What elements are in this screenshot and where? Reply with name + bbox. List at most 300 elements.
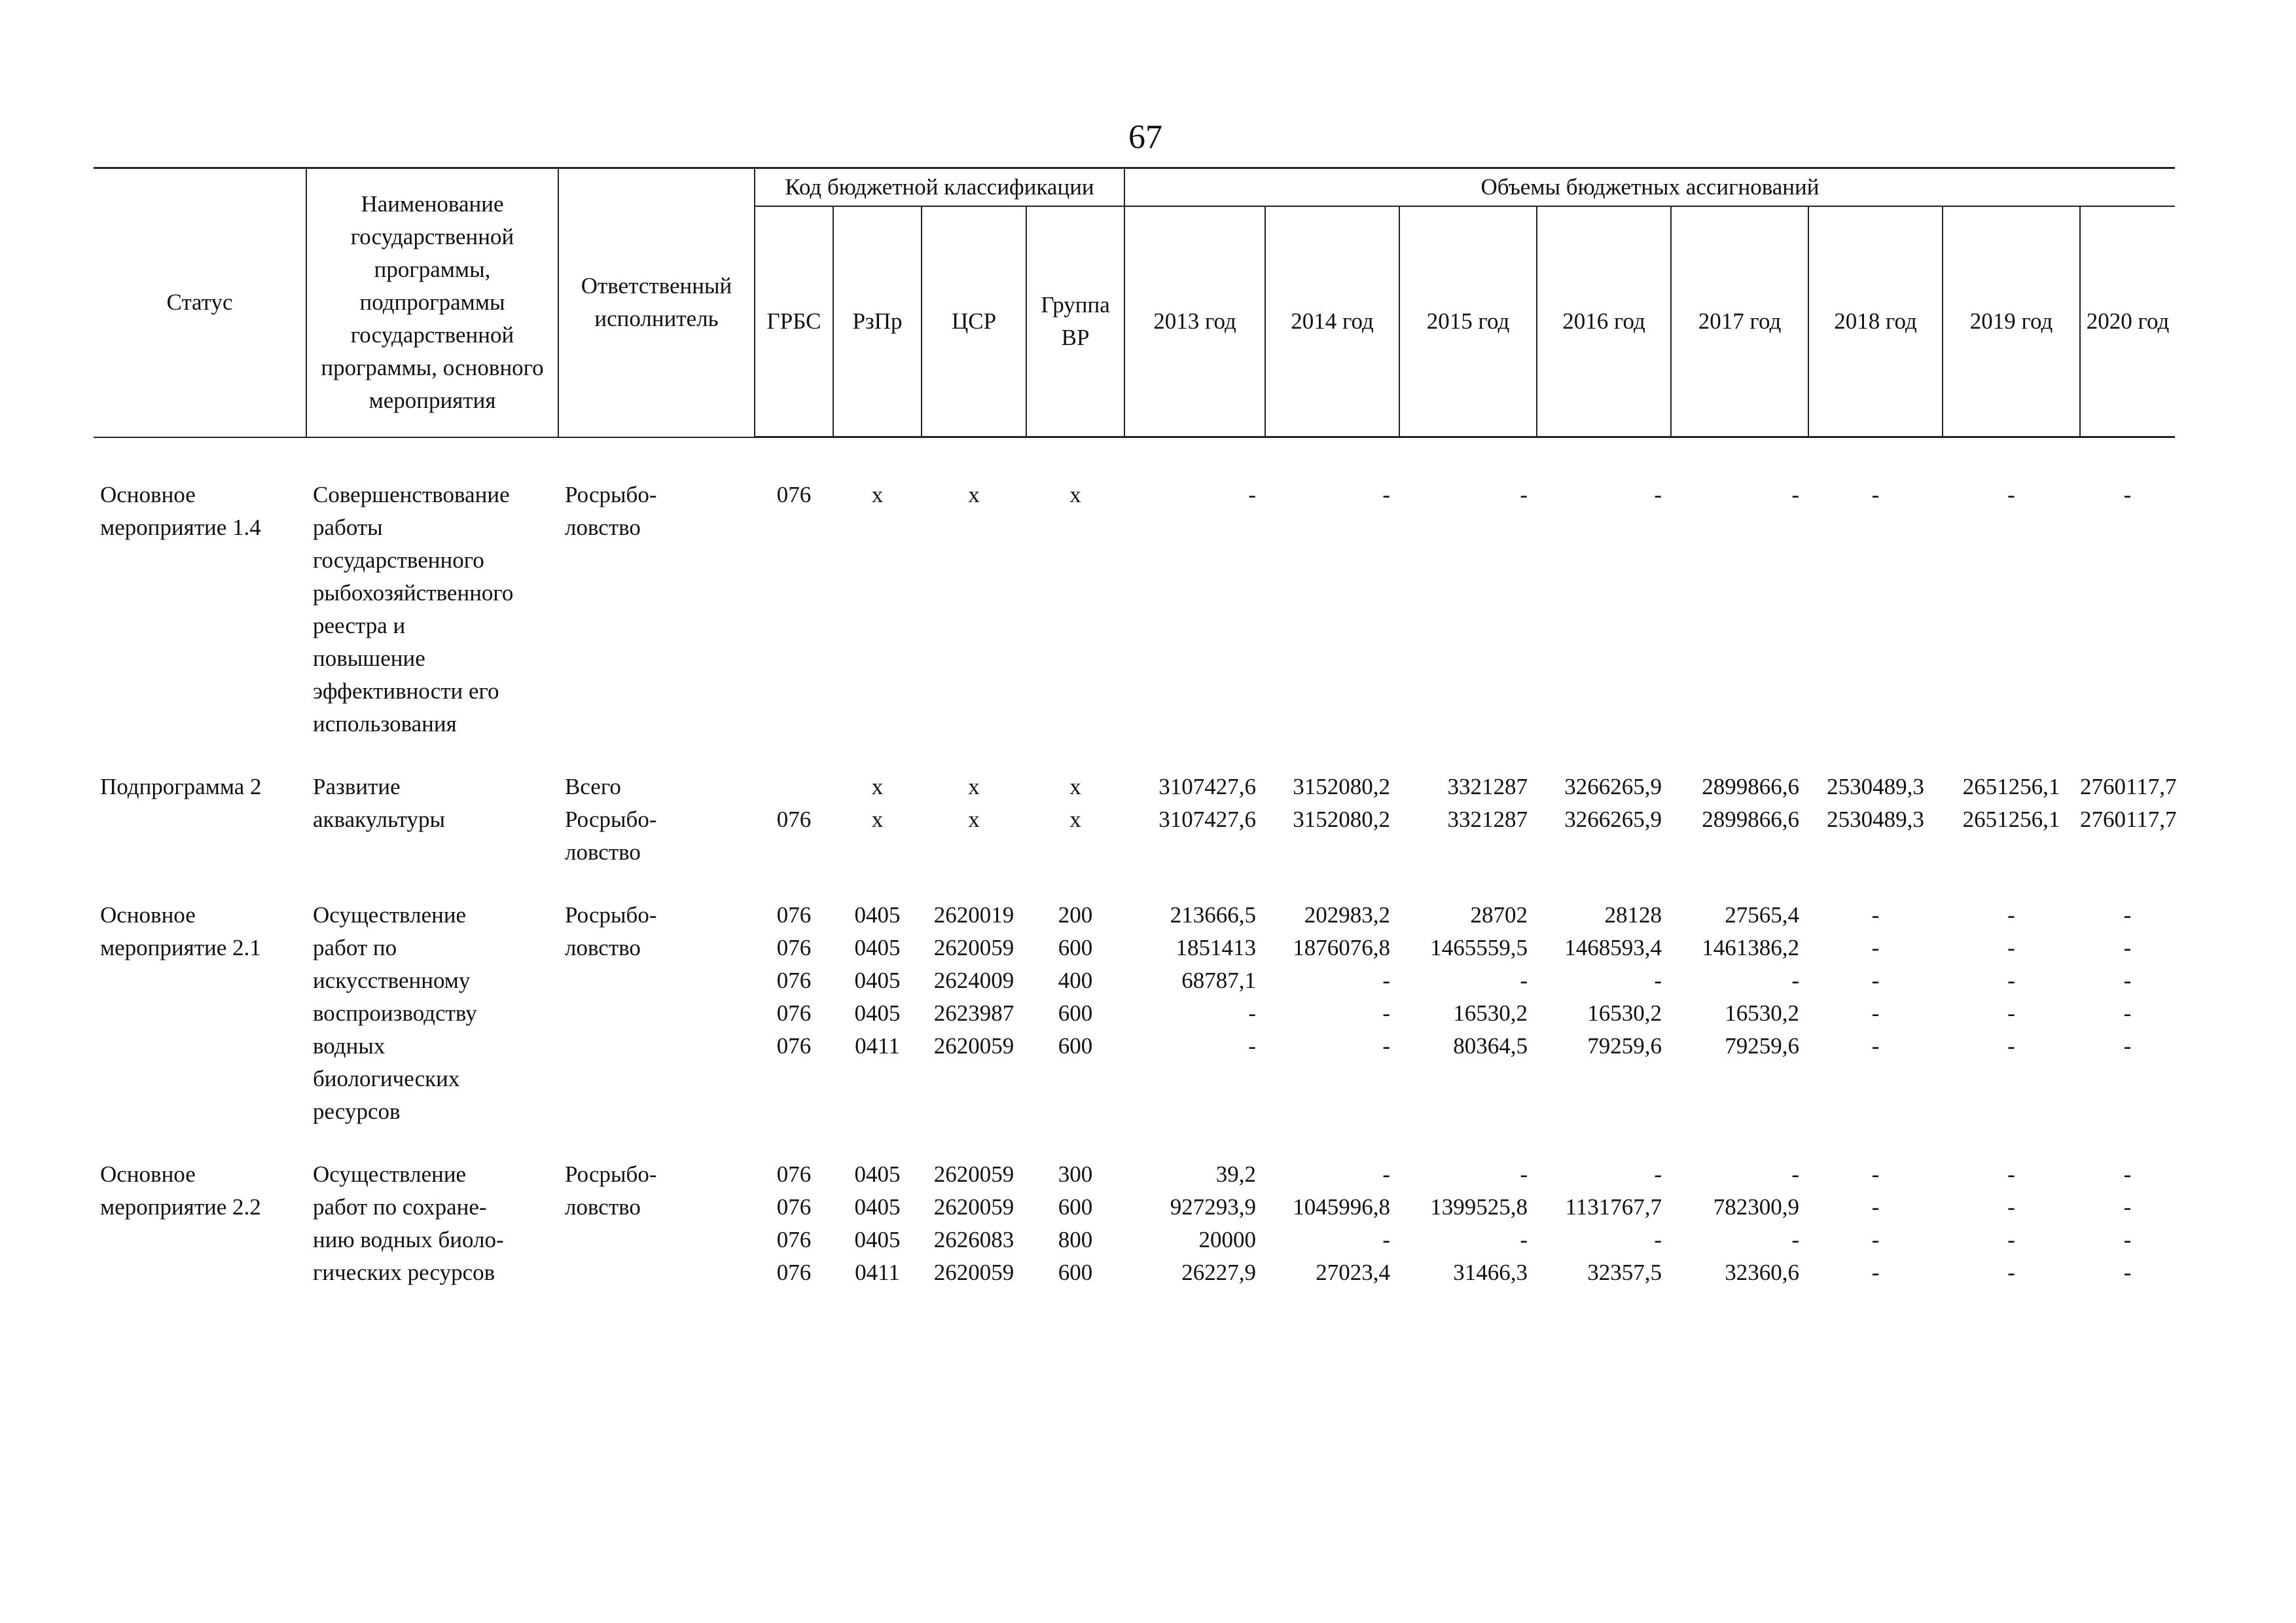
amount-value: 2760117,7	[2080, 807, 2177, 832]
csr-cell	[922, 479, 1026, 740]
amount-value: -	[1520, 968, 1528, 993]
year-value-cell	[1265, 1158, 1399, 1289]
amount-value: -	[2007, 935, 2015, 960]
amount-value: -	[2007, 1033, 2015, 1059]
page-number: 67	[1128, 119, 1162, 156]
year-value-cell	[2080, 479, 2175, 740]
year-value-cell	[1399, 479, 1537, 740]
grbs-value: 076	[776, 1033, 812, 1059]
year-value-cell	[1943, 479, 2080, 740]
program-name-line: искусственному	[313, 968, 471, 993]
row-spacer	[94, 1128, 2175, 1158]
year-value-cell	[1943, 771, 2080, 869]
program-name-line: водных	[313, 1033, 386, 1059]
amount-value: -	[2123, 1000, 2132, 1026]
table-body	[94, 437, 2175, 1290]
vr-group-value: 600	[1058, 1033, 1093, 1059]
vr-group-cell	[1026, 771, 1124, 869]
grbs-cell	[755, 899, 833, 1128]
amount-value: -	[1248, 1000, 1256, 1026]
amount-value: 16530,2	[1725, 1000, 1799, 1026]
vr-group-value: х	[1069, 807, 1081, 832]
amount-value: 28128	[1604, 902, 1662, 928]
amount-value: -	[1654, 1161, 1662, 1187]
vr-group-value: 400	[1058, 968, 1093, 993]
grbs-value: 076	[776, 1194, 812, 1220]
program-name-line: реестра и	[313, 613, 406, 638]
responsible-line: Всего	[565, 774, 621, 799]
amount-value: 1131767,7	[1565, 1194, 1662, 1220]
amount-value	[1537, 836, 1662, 869]
amount-value: -	[2123, 1194, 2132, 1220]
amount-value: -	[2007, 1161, 2015, 1187]
amount-value: -	[1791, 1161, 1799, 1187]
vr-group-value	[1026, 511, 1124, 544]
year-value-cell	[1124, 899, 1265, 1128]
grbs-value: 076	[776, 1161, 812, 1187]
csr-value: 2620059	[933, 935, 1014, 960]
program-name-line: гических ресурсов	[313, 1260, 495, 1285]
amount-value: 2899866,6	[1702, 807, 1799, 832]
responsible-line: Росрыбо-	[565, 1161, 657, 1187]
table-row	[94, 1158, 2175, 1289]
amount-value: -	[1791, 1227, 1799, 1252]
status-line: мероприятие 2.1	[100, 935, 261, 960]
grbs-value: 076	[776, 807, 812, 832]
header-responsible: Ответственный исполнитель	[558, 168, 755, 437]
program-name-line: использования	[313, 711, 457, 737]
program-name-line: Осуществление	[313, 902, 467, 928]
status-cell	[94, 1158, 306, 1289]
amount-value: 2899866,6	[1702, 774, 1799, 799]
rzpr-value	[833, 836, 922, 869]
amount-value: -	[1248, 1033, 1256, 1059]
csr-cell	[922, 1158, 1026, 1289]
amount-value: -	[1382, 1033, 1390, 1059]
vr-group-value: 200	[1058, 902, 1093, 928]
amount-value	[1943, 836, 2080, 869]
responsible-cell	[558, 771, 755, 869]
year-value-cell	[1399, 771, 1537, 869]
amount-value: -	[2007, 902, 2015, 928]
amount-value	[1124, 836, 1256, 869]
amount-value: -	[1791, 482, 1799, 507]
grbs-cell	[755, 479, 833, 740]
vr-group-cell	[1026, 479, 1124, 740]
csr-cell	[922, 771, 1026, 869]
grbs-value: 076	[776, 482, 812, 507]
rzpr-value: 0411	[855, 1033, 900, 1059]
amount-value: -	[1520, 1161, 1528, 1187]
year-value-cell	[1265, 899, 1399, 1128]
responsible-line: Росрыбо-	[565, 902, 657, 928]
responsible-line: ловство	[565, 1194, 641, 1220]
program-name-line: ресурсов	[313, 1099, 401, 1124]
program-name-line: воспроизводству	[313, 1000, 477, 1026]
amount-value: -	[1382, 1161, 1390, 1187]
status-line: Подпрограмма 2	[100, 774, 262, 799]
spacer-cell	[94, 1128, 2175, 1158]
amount-value: -	[1520, 1227, 1528, 1252]
amount-value: -	[1248, 482, 1256, 507]
amount-value: -	[2123, 968, 2132, 993]
header-rzpr: РзПр	[833, 206, 922, 437]
table-header	[94, 168, 2175, 437]
responsible-line: ловство	[565, 839, 641, 865]
amount-value: -	[1871, 1194, 1880, 1220]
year-value-cell	[2080, 899, 2175, 1128]
amount-value: 2760117,7	[2080, 774, 2177, 799]
vr-group-value: 600	[1058, 935, 1093, 960]
rzpr-cell	[833, 771, 922, 869]
amount-value	[1399, 511, 1528, 544]
amount-value: 16530,2	[1453, 1000, 1528, 1026]
amount-value	[2080, 836, 2175, 869]
row-spacer	[94, 437, 2175, 479]
responsible-cell	[558, 479, 755, 740]
amount-value: -	[1382, 1227, 1390, 1252]
rzpr-cell	[833, 899, 922, 1128]
amount-value	[1671, 836, 1799, 869]
spacer-cell	[94, 437, 2175, 479]
rzpr-value: 0405	[854, 968, 901, 993]
responsible-cell	[558, 899, 755, 1128]
amount-value: -	[2123, 1260, 2132, 1285]
header-csr: ЦСР	[922, 206, 1026, 437]
header-program-name: Наименование государственной программы, подпрограммы государственной программы, основного мероприятия	[306, 168, 558, 437]
responsible-line	[565, 997, 755, 1030]
responsible-line	[565, 964, 755, 997]
status-line: мероприятие 1.4	[100, 515, 261, 540]
rzpr-cell	[833, 1158, 922, 1289]
amount-value: -	[2007, 482, 2015, 507]
year-value-cell	[1399, 899, 1537, 1128]
program-name-line: повышение	[313, 646, 425, 671]
amount-value: -	[1871, 968, 1880, 993]
grbs-value: 076	[776, 935, 812, 960]
program-name-cell	[306, 899, 558, 1128]
program-name-line: нию водных биоло-	[313, 1227, 504, 1252]
year-value-cell	[1808, 899, 1943, 1128]
spacer-cell	[94, 869, 2175, 899]
rzpr-value: х	[871, 482, 884, 507]
amount-value	[1537, 511, 1662, 544]
grbs-cell	[755, 1158, 833, 1289]
year-value-cell	[1265, 479, 1399, 740]
csr-value: 2624009	[933, 968, 1014, 993]
vr-group-cell	[1026, 899, 1124, 1128]
amount-value	[1265, 511, 1390, 544]
amount-value: -	[1871, 482, 1880, 507]
year-value-cell	[1537, 771, 1671, 869]
amount-value: -	[1654, 968, 1662, 993]
csr-value: 2620059	[933, 1194, 1014, 1220]
csr-value: х	[968, 807, 980, 832]
amount-value: 927293,9	[1170, 1194, 1256, 1220]
amount-value: 79259,6	[1725, 1033, 1799, 1059]
header-year: 2017 год	[1671, 206, 1808, 437]
status-cell	[94, 771, 306, 869]
header-year: 2013 год	[1124, 206, 1265, 437]
header-grbs: ГРБС	[755, 206, 833, 437]
amount-value	[1671, 511, 1799, 544]
vr-group-value: 300	[1058, 1161, 1093, 1187]
header-volumes-group: Объемы бюджетных ассигнований	[1124, 168, 2175, 207]
program-name-line: работы	[313, 515, 383, 540]
status-line: Основное	[100, 1161, 196, 1187]
responsible-line: ловство	[565, 515, 641, 540]
year-value-cell	[1943, 1158, 2080, 1289]
year-value-cell	[1943, 899, 2080, 1128]
header-year: 2016 год	[1537, 206, 1671, 437]
vr-group-value: х	[1069, 482, 1081, 507]
program-name-cell	[306, 479, 558, 740]
status-line: мероприятие 2.2	[100, 1194, 261, 1220]
amount-value: 2530489,3	[1827, 807, 1924, 832]
year-value-cell	[1808, 771, 1943, 869]
amount-value: 1465559,5	[1430, 935, 1528, 960]
year-value-cell	[1808, 1158, 1943, 1289]
year-value-cell	[1537, 899, 1671, 1128]
amount-value: 68787,1	[1181, 968, 1256, 993]
csr-cell	[922, 899, 1026, 1128]
header-year: 2020 год	[2080, 206, 2175, 437]
grbs-value	[755, 836, 833, 869]
amount-value: 32357,5	[1587, 1260, 1662, 1285]
year-value-cell	[2080, 1158, 2175, 1289]
amount-value: 16530,2	[1587, 1000, 1662, 1026]
csr-value: х	[968, 774, 980, 799]
amount-value: -	[2123, 1033, 2132, 1059]
csr-value: х	[968, 482, 980, 507]
amount-value: -	[2007, 1260, 2015, 1285]
responsible-cell	[558, 1158, 755, 1289]
amount-value: -	[1871, 1033, 1880, 1059]
amount-value: -	[1871, 1260, 1880, 1285]
amount-value	[1943, 511, 2080, 544]
year-value-cell	[1537, 1158, 1671, 1289]
csr-value: 2620059	[933, 1033, 1014, 1059]
program-name-line: Развитие	[313, 774, 401, 799]
amount-value: -	[2123, 1227, 2132, 1252]
amount-value: -	[2007, 1227, 2015, 1252]
amount-value: 2651256,1	[1962, 807, 2060, 832]
rzpr-cell	[833, 479, 922, 740]
amount-value: 79259,6	[1587, 1033, 1662, 1059]
rzpr-value: х	[871, 774, 884, 799]
amount-value: 1399525,8	[1430, 1194, 1528, 1220]
amount-value: -	[1382, 1000, 1390, 1026]
header-vr-group: Группа ВР	[1026, 206, 1124, 437]
amount-value	[1265, 836, 1390, 869]
budget-allocation-table	[94, 167, 2175, 1289]
amount-value: 27565,4	[1725, 902, 1799, 928]
grbs-value: 076	[776, 968, 812, 993]
header-status: Статус	[94, 168, 306, 437]
amount-value: 3107427,6	[1158, 774, 1256, 799]
amount-value: -	[1871, 1000, 1880, 1026]
amount-value: -	[1654, 1227, 1662, 1252]
csr-value: 2620059	[933, 1260, 1014, 1285]
program-name-line: эффективности его	[313, 678, 499, 704]
program-name-line: работ по сохране-	[313, 1194, 487, 1220]
year-value-cell	[1124, 771, 1265, 869]
program-name-line: работ по	[313, 935, 397, 960]
rzpr-value: х	[871, 807, 884, 832]
amount-value: -	[2123, 482, 2132, 507]
header-budget-code-group: Код бюджетной классификации	[755, 168, 1124, 207]
amount-value: 3152080,2	[1293, 807, 1390, 832]
amount-value	[1808, 511, 1943, 544]
amount-value: 1468593,4	[1564, 935, 1662, 960]
amount-value: -	[1382, 482, 1390, 507]
status-cell	[94, 479, 306, 740]
amount-value: 2651256,1	[1962, 774, 2060, 799]
amount-value: 3152080,2	[1293, 774, 1390, 799]
year-value-cell	[1124, 479, 1265, 740]
amount-value: 28702	[1470, 902, 1528, 928]
year-value-cell	[1808, 479, 1943, 740]
year-value-cell	[1265, 771, 1399, 869]
grbs-value	[755, 511, 833, 544]
amount-value: 2530489,3	[1827, 774, 1924, 799]
program-name-line: государственного	[313, 547, 484, 573]
amount-value: 32360,6	[1725, 1260, 1799, 1285]
vr-group-value: 600	[1058, 1260, 1093, 1285]
amount-value	[2080, 511, 2175, 544]
program-name-line: рыбохозяйственного	[313, 580, 514, 606]
amount-value: -	[2123, 1161, 2132, 1187]
status-line: Основное	[100, 902, 196, 928]
grbs-value: 076	[776, 1000, 812, 1026]
amount-value: -	[2007, 968, 2015, 993]
vr-group-value: х	[1069, 774, 1081, 799]
rzpr-value: 0405	[854, 1194, 901, 1220]
amount-value: -	[1871, 1161, 1880, 1187]
table-row	[94, 771, 2175, 869]
year-value-cell	[1671, 1158, 1808, 1289]
amount-value: -	[1871, 1227, 1880, 1252]
grbs-cell	[755, 771, 833, 869]
program-name-cell	[306, 771, 558, 869]
rzpr-value: 0405	[854, 902, 901, 928]
year-value-cell	[1671, 771, 1808, 869]
year-value-cell	[1124, 1158, 1265, 1289]
responsible-line: Росрыбо-	[565, 482, 657, 507]
csr-value: 2623987	[933, 1000, 1014, 1026]
csr-value: 2626083	[933, 1227, 1014, 1252]
amount-value: 26227,9	[1181, 1260, 1256, 1285]
amount-value: 3321287	[1447, 807, 1528, 832]
year-value-cell	[1537, 479, 1671, 740]
amount-value	[1808, 836, 1943, 869]
csr-value: 2620019	[933, 902, 1014, 928]
amount-value: -	[2123, 935, 2132, 960]
amount-value: 1851413	[1175, 935, 1256, 960]
amount-value: 3266265,9	[1564, 807, 1662, 832]
header-year: 2014 год	[1265, 206, 1399, 437]
amount-value: 213666,5	[1170, 902, 1256, 928]
vr-group-value	[1026, 836, 1124, 869]
row-spacer	[94, 869, 2175, 899]
status-line	[100, 803, 306, 836]
amount-value: 1876076,8	[1293, 935, 1390, 960]
rzpr-value	[833, 511, 922, 544]
amount-value: -	[1382, 968, 1390, 993]
amount-value: -	[2123, 902, 2132, 928]
vr-group-cell	[1026, 1158, 1124, 1289]
header-year: 2019 год	[1943, 206, 2080, 437]
responsible-line: Росрыбо-	[565, 807, 657, 832]
row-spacer	[94, 740, 2175, 771]
amount-value: 80364,5	[1453, 1033, 1528, 1059]
amount-value: -	[1520, 482, 1528, 507]
amount-value: -	[2007, 1000, 2015, 1026]
rzpr-value: 0411	[855, 1260, 900, 1285]
header-year: 2015 год	[1399, 206, 1537, 437]
header-year: 2018 год	[1808, 206, 1943, 437]
amount-value: 27023,4	[1316, 1260, 1390, 1285]
rzpr-value: 0405	[854, 1227, 901, 1252]
grbs-value	[755, 771, 833, 803]
program-name-line: Осуществление	[313, 1161, 467, 1187]
program-name-cell	[306, 1158, 558, 1289]
amount-value	[1399, 836, 1528, 869]
amount-value: -	[1871, 902, 1880, 928]
program-name-line: биологических	[313, 1066, 460, 1091]
amount-value: 782300,9	[1713, 1194, 1799, 1220]
table-row	[94, 479, 2175, 740]
year-value-cell	[1671, 899, 1808, 1128]
program-name-line: аквакультуры	[313, 807, 446, 832]
amount-value: -	[1791, 968, 1799, 993]
rzpr-value: 0405	[854, 935, 901, 960]
amount-value: -	[1871, 935, 1880, 960]
grbs-value: 076	[776, 1260, 812, 1285]
csr-value	[922, 836, 1026, 869]
year-value-cell	[2080, 771, 2175, 869]
amount-value: -	[2007, 1194, 2015, 1220]
amount-value: -	[1654, 482, 1662, 507]
year-value-cell	[1671, 479, 1808, 740]
spacer-cell	[94, 740, 2175, 771]
responsible-line	[565, 1224, 755, 1256]
vr-group-value: 600	[1058, 1194, 1093, 1220]
amount-value: 1045996,8	[1293, 1194, 1390, 1220]
vr-group-value: 800	[1058, 1227, 1093, 1252]
year-value-cell	[1399, 1158, 1537, 1289]
amount-value: 3266265,9	[1564, 774, 1662, 799]
vr-group-value: 600	[1058, 1000, 1093, 1026]
grbs-value: 076	[776, 902, 812, 928]
csr-value	[922, 511, 1026, 544]
status-cell	[94, 899, 306, 1128]
amount-value: 31466,3	[1453, 1260, 1528, 1285]
responsible-line: ловство	[565, 935, 641, 960]
responsible-line	[565, 1030, 755, 1063]
amount-value: 3321287	[1447, 774, 1528, 799]
csr-value: 2620059	[933, 1161, 1014, 1187]
budget-table-sheet	[94, 167, 2175, 1289]
amount-value: 20000	[1198, 1227, 1256, 1252]
program-name-line: Совершенствование	[313, 482, 510, 507]
rzpr-value: 0405	[854, 1161, 901, 1187]
amount-value	[1124, 511, 1256, 544]
amount-value: 39,2	[1215, 1161, 1256, 1187]
grbs-value: 076	[776, 1227, 812, 1252]
table-row	[94, 899, 2175, 1128]
status-line: Основное	[100, 482, 196, 507]
